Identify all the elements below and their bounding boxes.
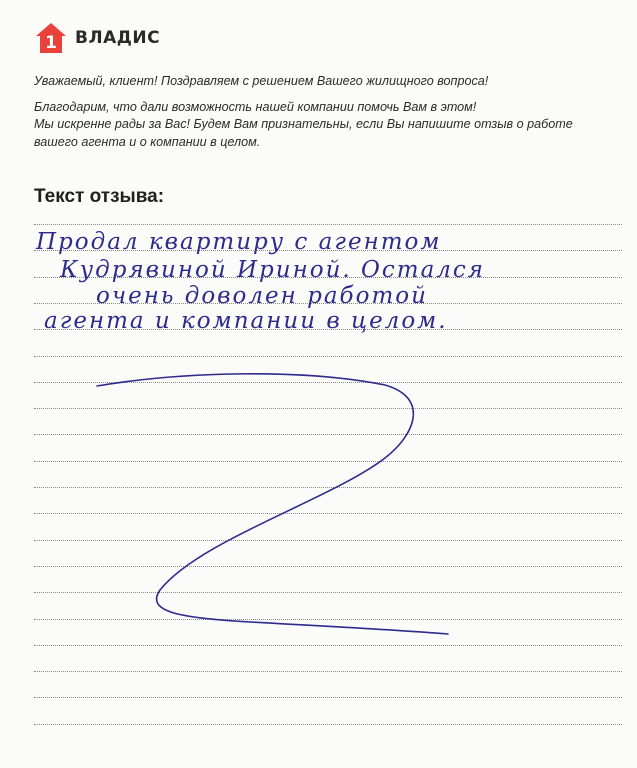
- logo-digit: 1: [45, 33, 57, 53]
- intro-thanks: Благодарим, что дали возможность нашей компании помочь Вам в этом!: [34, 99, 477, 114]
- brand-name: ВЛАДИС: [75, 28, 161, 48]
- review-heading: Текст отзыва:: [34, 186, 165, 207]
- handwritten-line: Кудрявиной Ириной. Остался: [60, 257, 486, 283]
- intro-greeting: Уважаемый, клиент! Поздравляем с решением Вашего жилищного вопроса!: [34, 74, 489, 88]
- handwritten-line: агента и компании в целом.: [44, 308, 448, 334]
- z-strike-mark: [97, 374, 448, 634]
- intro-request-cont: вашего агента и о компании в целом.: [34, 134, 261, 149]
- handwritten-line: Продал квартиру с агентом: [36, 229, 442, 255]
- handwritten-line: очень доволен работой: [96, 283, 428, 309]
- intro-request: Мы искренне рады за Вас! Будем Вам признательны, если Вы напишите отзыв о работе: [34, 117, 573, 131]
